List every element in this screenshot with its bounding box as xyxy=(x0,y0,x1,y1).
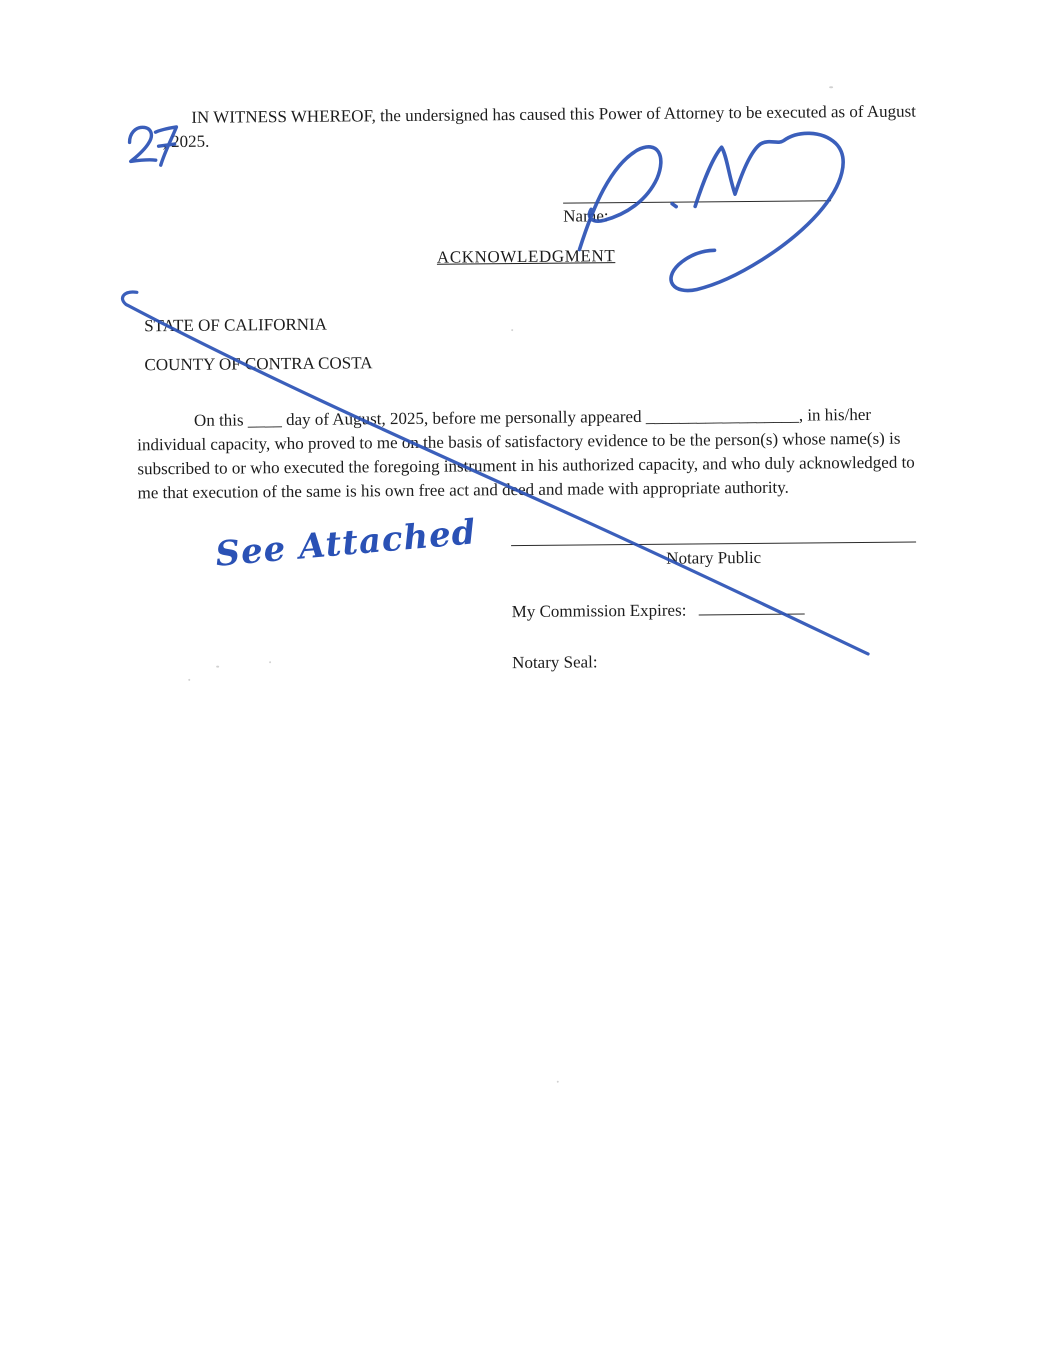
witness-clause-line1: IN WITNESS WHEREOF, the undersigned has caused this Power of Attorney to be executed as of August xyxy=(191,101,917,127)
notary-signature-block xyxy=(511,542,916,571)
scan-artifact xyxy=(829,86,833,88)
witness-clause xyxy=(134,99,964,154)
commission-row xyxy=(512,599,805,624)
county-line: COUNTY OF CONTRA COSTA xyxy=(144,353,373,375)
acknowledgment-heading xyxy=(0,242,1054,271)
scan-artifact xyxy=(511,329,513,331)
name-label: Name: xyxy=(563,206,609,226)
scan-artifact xyxy=(557,1081,559,1083)
witness-clause-year: , 2025. xyxy=(162,131,210,152)
notary-paragraph xyxy=(137,402,968,505)
commission-blank-line xyxy=(698,599,804,616)
acknowledgment-heading-text: ACKNOWLEDGMENT xyxy=(436,246,616,267)
signature-line xyxy=(563,200,831,203)
notary-seal-label: Notary Seal: xyxy=(512,652,598,673)
signature-block xyxy=(563,200,831,226)
see-attached-handwriting: See Attached xyxy=(213,512,479,575)
notary-paragraph-line2: individual capacity, who proved to me on the basis of satisfactory evidence to be the person(s) whose name(s) is xyxy=(137,428,901,455)
scan-artifact xyxy=(188,679,190,681)
notary-paragraph-line3: subscribed to or who executed the foregoing instrument in his authorized capacity, and who duly acknowledged to xyxy=(137,452,915,479)
scan-artifact xyxy=(216,666,219,668)
scan-artifact xyxy=(269,661,271,663)
state-line: STATE OF CALIFORNIA xyxy=(144,314,328,336)
notary-signature-line xyxy=(511,542,916,547)
notary-public-label: Notary Public xyxy=(666,547,762,568)
notary-paragraph-line1: On this ____ day of August, 2025, before me personally appeared __________________, in his/her xyxy=(193,404,872,430)
notary-paragraph-line4: me that execution of the same is his own free act and deed and made with appropriate authority. xyxy=(137,477,789,503)
commission-label: My Commission Expires: xyxy=(511,600,687,622)
